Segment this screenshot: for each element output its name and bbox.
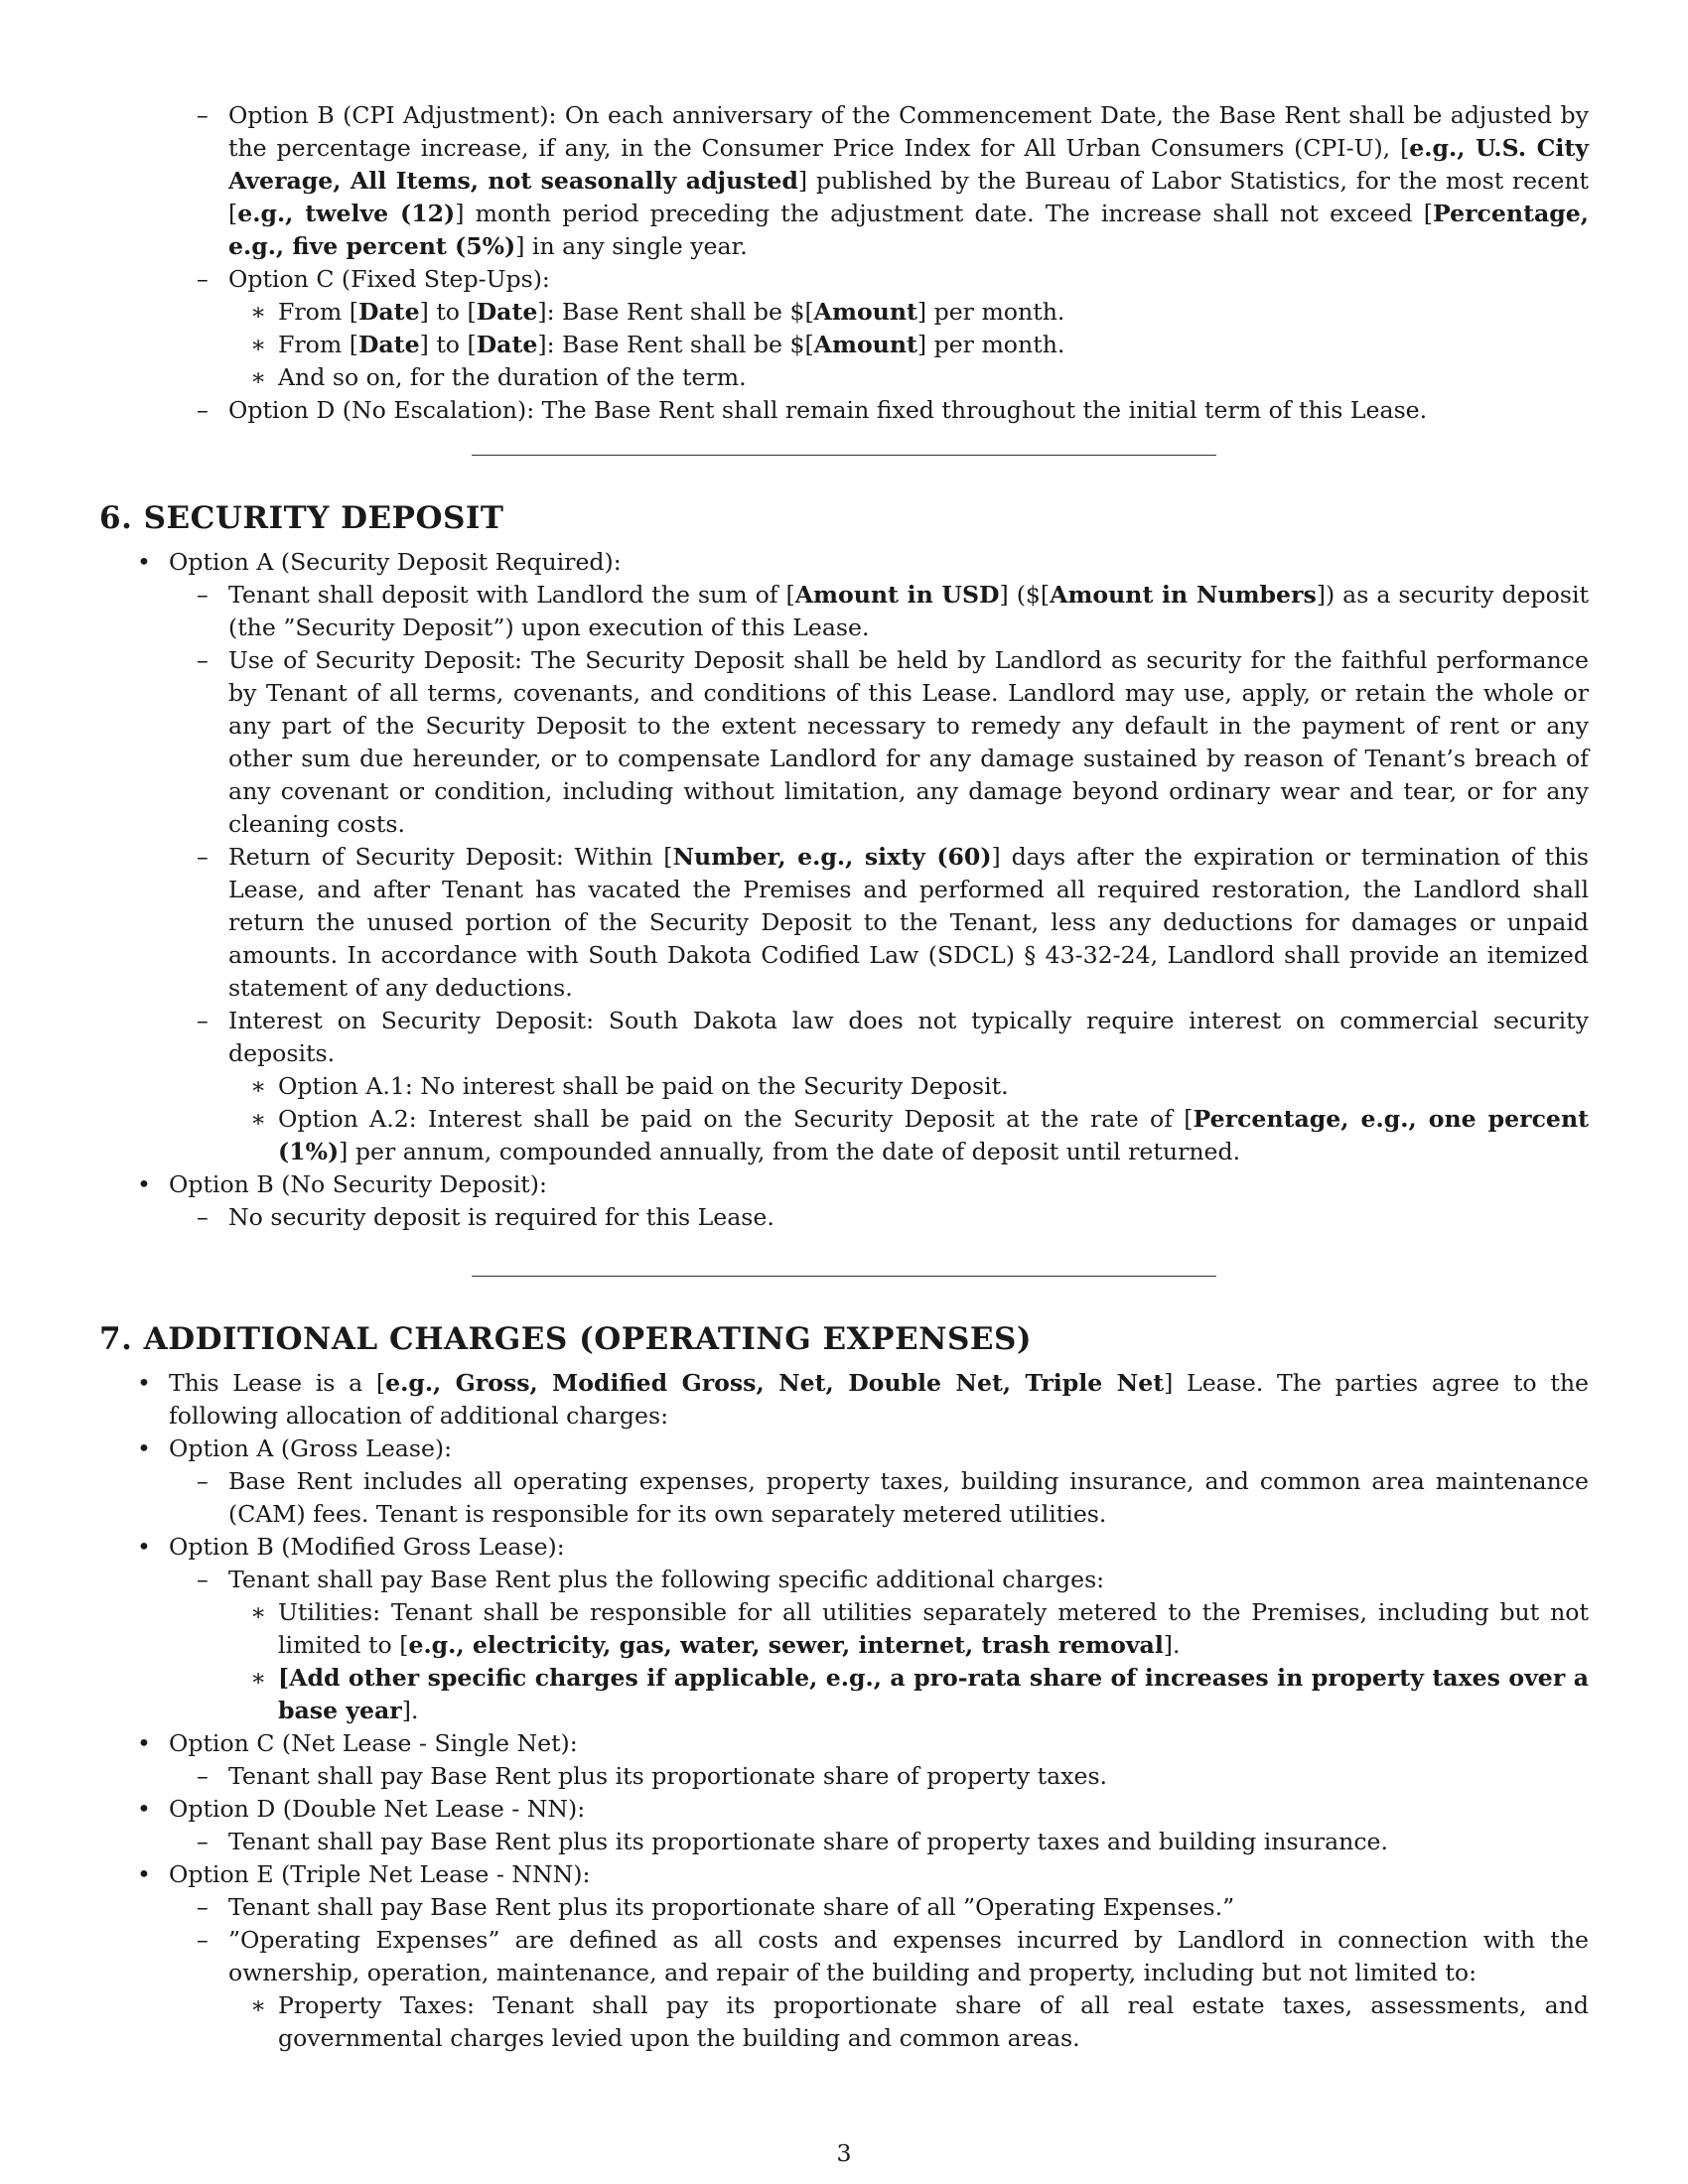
- list-item: – Base Rent includes all operating expenses, property taxes, building insurance, and common area maintenance (CAM) fees. Tenant is responsible for its own separately metered utilities.: [197, 1467, 1589, 1528]
- round-bullet: •: [137, 548, 151, 576]
- dash-bullet: –: [197, 1926, 209, 1954]
- dash-bullet: –: [197, 1566, 209, 1593]
- dash-bullet: –: [197, 265, 209, 293]
- star-bullet: ∗: [250, 298, 267, 326]
- stepup-item: ∗ From [Date] to [Date]: Base Rent shall be $[Amount] per month.: [278, 329, 1589, 361]
- option-c-stepups: – Option C (Fixed Step-Ups):: [228, 263, 1589, 296]
- list-item: • Option A (Security Deposit Required):: [169, 546, 1589, 579]
- round-bullet: •: [137, 1729, 151, 1757]
- list-item: – Tenant shall pay Base Rent plus its proportionate share of all ”Operating Expenses.”: [228, 1891, 1589, 1924]
- page-body: [99, 99, 1589, 2055]
- list-item: • Option C (Net Lease - Single Net):: [169, 1727, 1589, 1760]
- section-divider: [472, 455, 1216, 456]
- dash-bullet: –: [197, 581, 209, 609]
- stepup-item: ∗ And so on, for the duration of the term.: [278, 361, 1589, 394]
- list-item: • Option E (Triple Net Lease - NNN):: [169, 1858, 1589, 1891]
- round-bullet: •: [137, 1369, 151, 1397]
- dash-bullet: –: [197, 1762, 209, 1790]
- list-item: – Interest on Security Deposit: South Dakota law does not typically require interest on commercial security deposits.: [197, 1007, 1589, 1067]
- dash-bullet: –: [197, 1007, 209, 1034]
- round-bullet: •: [137, 1170, 151, 1198]
- list-item: ∗ [Add other specific charges if applicable, e.g., a pro-rata share of increases in property taxes over a base year].: [250, 1664, 1589, 1724]
- section-heading: 6. SECURITY DEPOSIT: [99, 500, 504, 536]
- star-bullet: ∗: [250, 1105, 267, 1133]
- dash-bullet: –: [197, 1467, 209, 1495]
- round-bullet: •: [137, 1860, 151, 1888]
- list-item: • Option A (Gross Lease):: [169, 1433, 1589, 1465]
- round-bullet: •: [137, 1434, 151, 1462]
- star-bullet: ∗: [250, 363, 267, 391]
- list-item: ∗ Option A.1: No interest shall be paid on the Security Deposit.: [278, 1070, 1589, 1103]
- list-item: • This Lease is a [e.g., Gross, Modified Gross, Net, Double Net, Triple Net] Lease. The parties agree to the following allocation of additional charges:: [137, 1369, 1589, 1430]
- list-item: • Option B (Modified Gross Lease):: [169, 1531, 1589, 1564]
- list-item: – Tenant shall pay Base Rent plus the following specific additional charges:: [228, 1564, 1589, 1596]
- star-bullet: ∗: [250, 1072, 267, 1100]
- list-item: ∗ Option A.2: Interest shall be paid on the Security Deposit at the rate of [Percentage, e.g., one percent (1%)] per annum, compounded annually, from the date of deposit until returned.: [250, 1105, 1589, 1165]
- dash-bullet: –: [197, 1828, 209, 1855]
- dash-bullet: –: [197, 646, 209, 674]
- section-divider: [472, 1276, 1216, 1277]
- star-bullet: ∗: [250, 331, 267, 358]
- list-item: • Option B (No Security Deposit):: [169, 1168, 1589, 1201]
- round-bullet: •: [137, 1795, 151, 1823]
- page-number: 3: [836, 2139, 852, 2167]
- star-bullet: ∗: [250, 1664, 267, 1692]
- section-heading: 7. ADDITIONAL CHARGES (OPERATING EXPENSES): [99, 1321, 1033, 1357]
- dash-bullet: –: [197, 1203, 209, 1231]
- dash-bullet: –: [197, 101, 209, 129]
- list-item: – No security deposit is required for this Lease.: [228, 1201, 1589, 1234]
- option-d-no-escalation: – Option D (No Escalation): The Base Rent shall remain fixed throughout the initial term of this Lease.: [228, 394, 1589, 427]
- list-item: – Tenant shall pay Base Rent plus its proportionate share of property taxes and building insurance.: [228, 1826, 1589, 1858]
- list-item: • Option D (Double Net Lease - NN):: [169, 1793, 1589, 1826]
- list-item: – Return of Security Deposit: Within [Number, e.g., sixty (60)] days after the expiration or termination of this Lease, and after Tenant has vacated the Premises and performed all required restoration, the Landlord shall return the unused portion of the Security Deposit to the Tenant, less any deductions for damages or unpaid amounts. In accordance with South Dakota Codified Law (SDCL) § 43-32-24, Landlord shall provide an itemized statement of any deductions.: [197, 843, 1589, 1002]
- option-b-cpi: – Option B (CPI Adjustment): On each anniversary of the Commencement Date, the Base Rent shall be adjusted by the percentage increase, if any, in the Consumer Price Index for All Urban Consumers (CPI-U), [e.g., U.S. City Average, All Items, not seasonally adjusted] published by the Bureau of Labor Statistics, for the most recent [e.g., twelve (12)] month period preceding the adjustment date. The increase shall not exceed [Percentage, e.g., five percent (5%)] in any single year.: [197, 101, 1589, 260]
- list-item: – ”Operating Expenses” are defined as all costs and expenses incurred by Landlord in connection with the ownership, operation, maintenance, and repair of the building and property, including but not limited to:: [197, 1926, 1589, 1986]
- dash-bullet: –: [197, 843, 209, 871]
- dash-bullet: –: [197, 396, 209, 424]
- list-item: – Tenant shall deposit with Landlord the sum of [Amount in USD] ($[Amount in Numbers]) as a security deposit (the ”Security Deposit”) upon execution of this Lease.: [197, 581, 1589, 641]
- list-item: – Tenant shall pay Base Rent plus its proportionate share of property taxes.: [228, 1760, 1589, 1793]
- list-item: ∗ Utilities: Tenant shall be responsible for all utilities separately metered to the Premises, including but not limited to [e.g., electricity, gas, water, sewer, internet, trash removal].: [250, 1598, 1589, 1659]
- dash-bullet: –: [197, 1893, 209, 1921]
- stepup-item: ∗ From [Date] to [Date]: Base Rent shall be $[Amount] per month.: [278, 296, 1589, 329]
- star-bullet: ∗: [250, 1991, 267, 2019]
- list-item: ∗ Property Taxes: Tenant shall pay its proportionate share of all real estate taxes, assessments, and governmental charges levied upon the building and common areas.: [250, 1991, 1589, 2052]
- round-bullet: •: [137, 1533, 151, 1561]
- list-item: – Use of Security Deposit: The Security Deposit shall be held by Landlord as security for the faithful performance by Tenant of all terms, covenants, and conditions of this Lease. Landlord may use, apply, or retain the whole or any part of the Security Deposit to the extent necessary to remedy any default in the payment of rent or any other sum due hereunder, or to compensate Landlord for any damage sustained by reason of Tenant’s breach of any covenant or condition, including without limitation, any damage beyond ordinary wear and tear, or for any cleaning costs.: [197, 646, 1589, 838]
- star-bullet: ∗: [250, 1598, 267, 1626]
